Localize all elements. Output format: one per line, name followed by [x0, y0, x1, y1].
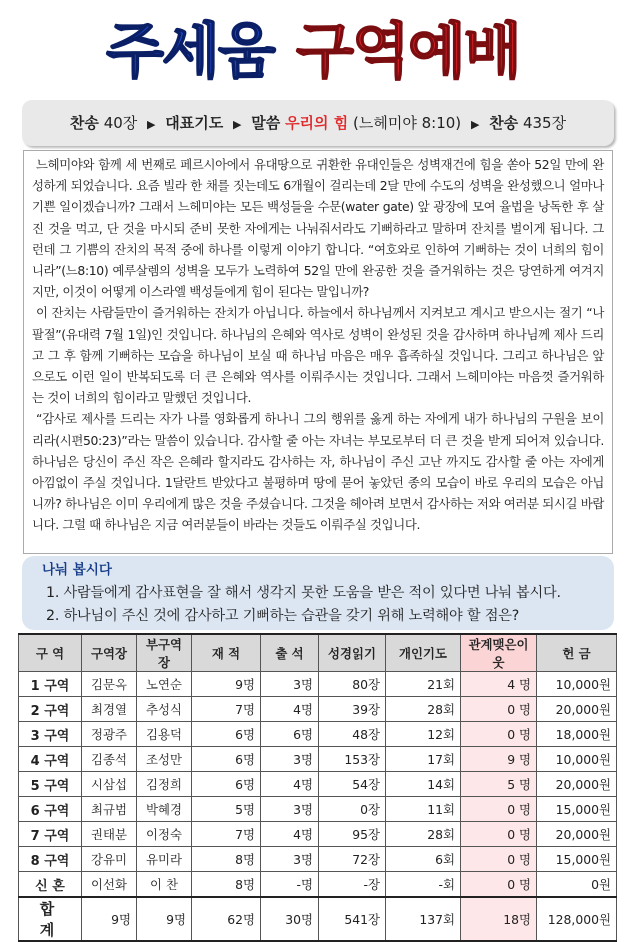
- table-cell: 4명: [261, 697, 319, 722]
- table-row: [19, 822, 617, 847]
- discussion-question: 2. 하나님이 주신 것에 감사하고 기뻐하는 습관을 갖기 위해 노력해야 할 점은?: [46, 608, 520, 624]
- table-cell: 0 명: [461, 872, 537, 898]
- district-name: 합 계: [19, 897, 82, 941]
- table-cell: 28회: [386, 822, 461, 847]
- table-cell: 8명: [192, 847, 261, 872]
- table-cell: 0 명: [461, 797, 537, 822]
- table-total-row: [19, 897, 617, 941]
- table-cell: 최경열: [82, 697, 137, 722]
- table-cell: 추성식: [137, 697, 192, 722]
- table-cell: 6명: [192, 722, 261, 747]
- district-name: 2 구역: [19, 697, 82, 722]
- table-cell: 95장: [319, 822, 386, 847]
- table-cell: 김용덕: [137, 722, 192, 747]
- discussion-heading: 나눠 봅시다: [42, 562, 112, 578]
- table-cell: 14회: [386, 772, 461, 797]
- discussion-box: [22, 556, 614, 630]
- table-row: [19, 772, 617, 797]
- table-cell: 48장: [319, 722, 386, 747]
- table-cell: 7명: [192, 697, 261, 722]
- prayer-label: 대표기도: [165, 114, 224, 132]
- table-cell: 4명: [261, 822, 319, 847]
- table-header-row: [19, 634, 617, 672]
- table-cell: 조성만: [137, 747, 192, 772]
- table-cell: 5 명: [461, 772, 537, 797]
- table-cell: 15,000원: [537, 847, 617, 872]
- title-graphic: [0, 6, 636, 90]
- column-header: 구 역: [19, 634, 82, 672]
- table-cell: 20,000원: [537, 822, 617, 847]
- table-cell: 이 찬: [137, 872, 192, 898]
- table-cell: 9 명: [461, 747, 537, 772]
- arrow-right-icon: ▶: [147, 118, 156, 131]
- table-cell: 17회: [386, 747, 461, 772]
- table-cell: 3명: [261, 797, 319, 822]
- table-cell: 10,000원: [537, 747, 617, 772]
- table-row: [19, 747, 617, 772]
- table-cell: 0 명: [461, 847, 537, 872]
- column-header: 구역장: [82, 634, 137, 672]
- table-row: [19, 872, 617, 898]
- column-header: 관계맺은이웃: [461, 634, 537, 672]
- table-cell: 강유미: [82, 847, 137, 872]
- district-name: 1 구역: [19, 672, 82, 697]
- district-name: 4 구역: [19, 747, 82, 772]
- table-cell: 유미라: [137, 847, 192, 872]
- table-cell: 4명: [261, 772, 319, 797]
- sermon-paragraph: 이 잔치는 사람들만이 즐거워하는 잔치가 아닙니다. 하늘에서 하나님께서 지켜보고 계시고 받으시는 절기 “나팔절”(유대력 7월 1일)인 것입니다. 하나님의 은혜와 역사로 성벽이 완성된 것을 감사하며 하나님께 제사 드리고 그 후 함께 기뻐하는 모습을 하나님이 보실 때 하나님 마음은 매우 흡족하실 것입니다. 그리고 하나님은 앞으로도 이런 일이 반복되도록 더 큰 은혜와 역사를 이뤄주시는 것입니다. 그래서 느헤미야는 마음껏 즐거워하는 것이 너희의 힘이라고 말했던 것입니다.: [32, 305, 604, 406]
- table-cell: -회: [386, 872, 461, 898]
- table-row: [19, 672, 617, 697]
- table-cell: 153장: [319, 747, 386, 772]
- table-cell: 7명: [192, 822, 261, 847]
- table-cell: 5명: [192, 797, 261, 822]
- sermon-paragraph: “감사로 제사를 드리는 자가 나를 영화롭게 하나니 그의 행위를 옳게 하는 자에게 내가 하나님의 구원을 보이리라(시편50:23)”라는 말씀이 있습니다. 감사할 줄 아는 자녀는 부모로부터 더 큰 것을 받게 되어져 있습니다. 하나님은 당신이 주신 작은 은혜라 할지라도 감사하는 자, 하나님이 주신 고난 까지도 감사할 줄 아는 자에게 아낌없이 주실 것입니다. 1달란트 받았다고 불평하며 땅에 묻어 놓았던 종의 모습이 바로 우리의 모습은 아닙니까? 하나님은 이미 우리에게 많은 것을 주셨습니다. 그것을 헤아려 보면서 감사하는 저와 여러분 되시길 바랍니다. 그럴 때 하나님은 지금 여러분들이 바라는 것들도 이뤄주실 것입니다.: [32, 411, 604, 533]
- column-header: 헌 금: [537, 634, 617, 672]
- hymn2-label: 찬송: [489, 114, 519, 132]
- table-cell: 6명: [192, 747, 261, 772]
- column-header: 출 석: [261, 634, 319, 672]
- title-part1: 주세움: [106, 17, 274, 87]
- hymn2-number: 435장: [522, 114, 567, 132]
- table-cell: 128,000원: [537, 897, 617, 941]
- table-cell: 54장: [319, 772, 386, 797]
- table-cell: 3명: [261, 747, 319, 772]
- table-cell: 김정희: [137, 772, 192, 797]
- table-cell: 18명: [461, 897, 537, 941]
- table-cell: 3명: [261, 847, 319, 872]
- district-stats-table: [18, 633, 617, 942]
- order-of-service: [22, 100, 614, 146]
- table-cell: 10,000원: [537, 672, 617, 697]
- arrow-right-icon: ▶: [233, 118, 242, 131]
- column-header: 재 적: [192, 634, 261, 672]
- table-cell: 3명: [261, 672, 319, 697]
- table-cell: 정광주: [82, 722, 137, 747]
- table-cell: -명: [261, 872, 319, 898]
- district-name: 5 구역: [19, 772, 82, 797]
- table-cell: 20,000원: [537, 697, 617, 722]
- table-cell: 0 명: [461, 822, 537, 847]
- table-cell: 137회: [386, 897, 461, 941]
- table-cell: 김문옥: [82, 672, 137, 697]
- district-name: 7 구역: [19, 822, 82, 847]
- table-cell: 시삼섭: [82, 772, 137, 797]
- table-cell: 11회: [386, 797, 461, 822]
- sermon-label: 말씀: [251, 114, 281, 132]
- sermon-paragraph: 느헤미야와 함께 세 번째로 페르시아에서 유대땅으로 귀환한 유대인들은 성벽재건에 힘을 쏟아 52일 만에 완성하게 되었습니다. 요즘 빌라 한 채를 짓는데도 6개월이 걸리는데 2달 만에 수도의 성벽을 완성했으니 얼마나 기쁜 일이겠습니까? 그래서 느헤미야는 모든 백성들을 수문(water gate) 앞 광장에 모여 율법을 낭독한 후 살진 것을 먹고, 단 것을 마시되 준비 못한 자에게는 나눠줘서라도 기뻐하라고 말하며 잔치를 벌이게 됩니다. 그런데 그 기쁨의 잔치의 목적 중에 하나를 이렇게 이야기 합니다. “여호와로 인하여 기뻐하는 것이 너희의 힘이니라”(느8:10) 예루살렘의 성벽을 모두가 노력하여 52일 만에 완공한 것을 즐거워하는 것은 당연하게 여겨지지만, 이것이 어떻게 이스라엘 백성들에게 힘이 된다는 말입니까?: [32, 157, 604, 300]
- table-cell: 20,000원: [537, 772, 617, 797]
- table-row: [19, 722, 617, 747]
- table-cell: 0원: [537, 872, 617, 898]
- table-cell: 최규범: [82, 797, 137, 822]
- table-cell: 0 명: [461, 697, 537, 722]
- table-cell: 박혜경: [137, 797, 192, 822]
- table-cell: 39장: [319, 697, 386, 722]
- table-cell: 18,000원: [537, 722, 617, 747]
- column-header: 개인기도: [386, 634, 461, 672]
- district-name: 신 혼: [19, 872, 82, 898]
- discussion-question: 1. 사람들에게 감사표현을 잘 해서 생각지 못한 도움을 받은 적이 있다면 나눠 봅시다.: [46, 585, 561, 601]
- table-cell: 노연순: [137, 672, 192, 697]
- bulletin-title: [0, 6, 636, 90]
- sermon-text: [23, 150, 613, 554]
- table-cell: 권태분: [82, 822, 137, 847]
- table-cell: -장: [319, 872, 386, 898]
- table-cell: 김종석: [82, 747, 137, 772]
- table-cell: 0장: [319, 797, 386, 822]
- table-cell: 4 명: [461, 672, 537, 697]
- table-cell: 9명: [82, 897, 137, 941]
- table-cell: 9명: [137, 897, 192, 941]
- column-header: 부구역장: [137, 634, 192, 672]
- sermon-title: 우리의 힘: [285, 114, 349, 132]
- table-cell: 6회: [386, 847, 461, 872]
- table-cell: 62명: [192, 897, 261, 941]
- table-cell: 8명: [192, 872, 261, 898]
- table-cell: 이선화: [82, 872, 137, 898]
- district-name: 8 구역: [19, 847, 82, 872]
- table-cell: 12회: [386, 722, 461, 747]
- table-cell: 80장: [319, 672, 386, 697]
- table-cell: 이정숙: [137, 822, 192, 847]
- district-name: 3 구역: [19, 722, 82, 747]
- table-cell: 6명: [192, 772, 261, 797]
- table-row: [19, 847, 617, 872]
- hymn1-number: 40장: [103, 114, 138, 132]
- table-cell: 21회: [386, 672, 461, 697]
- table-cell: 15,000원: [537, 797, 617, 822]
- table-row: [19, 697, 617, 722]
- table-cell: 541장: [319, 897, 386, 941]
- table-cell: 28회: [386, 697, 461, 722]
- hymn1-label: 찬송: [69, 114, 99, 132]
- table-cell: 72장: [319, 847, 386, 872]
- title-part2: 구역예배: [296, 17, 520, 87]
- column-header: 성경읽기: [319, 634, 386, 672]
- table-cell: 6명: [261, 722, 319, 747]
- table-cell: 0 명: [461, 722, 537, 747]
- arrow-right-icon: ▶: [470, 118, 480, 131]
- table-row: [19, 797, 617, 822]
- district-name: 6 구역: [19, 797, 82, 822]
- table-cell: 30명: [261, 897, 319, 941]
- table-cell: 9명: [192, 672, 261, 697]
- sermon-reference: (느헤미야 8:10): [353, 114, 462, 132]
